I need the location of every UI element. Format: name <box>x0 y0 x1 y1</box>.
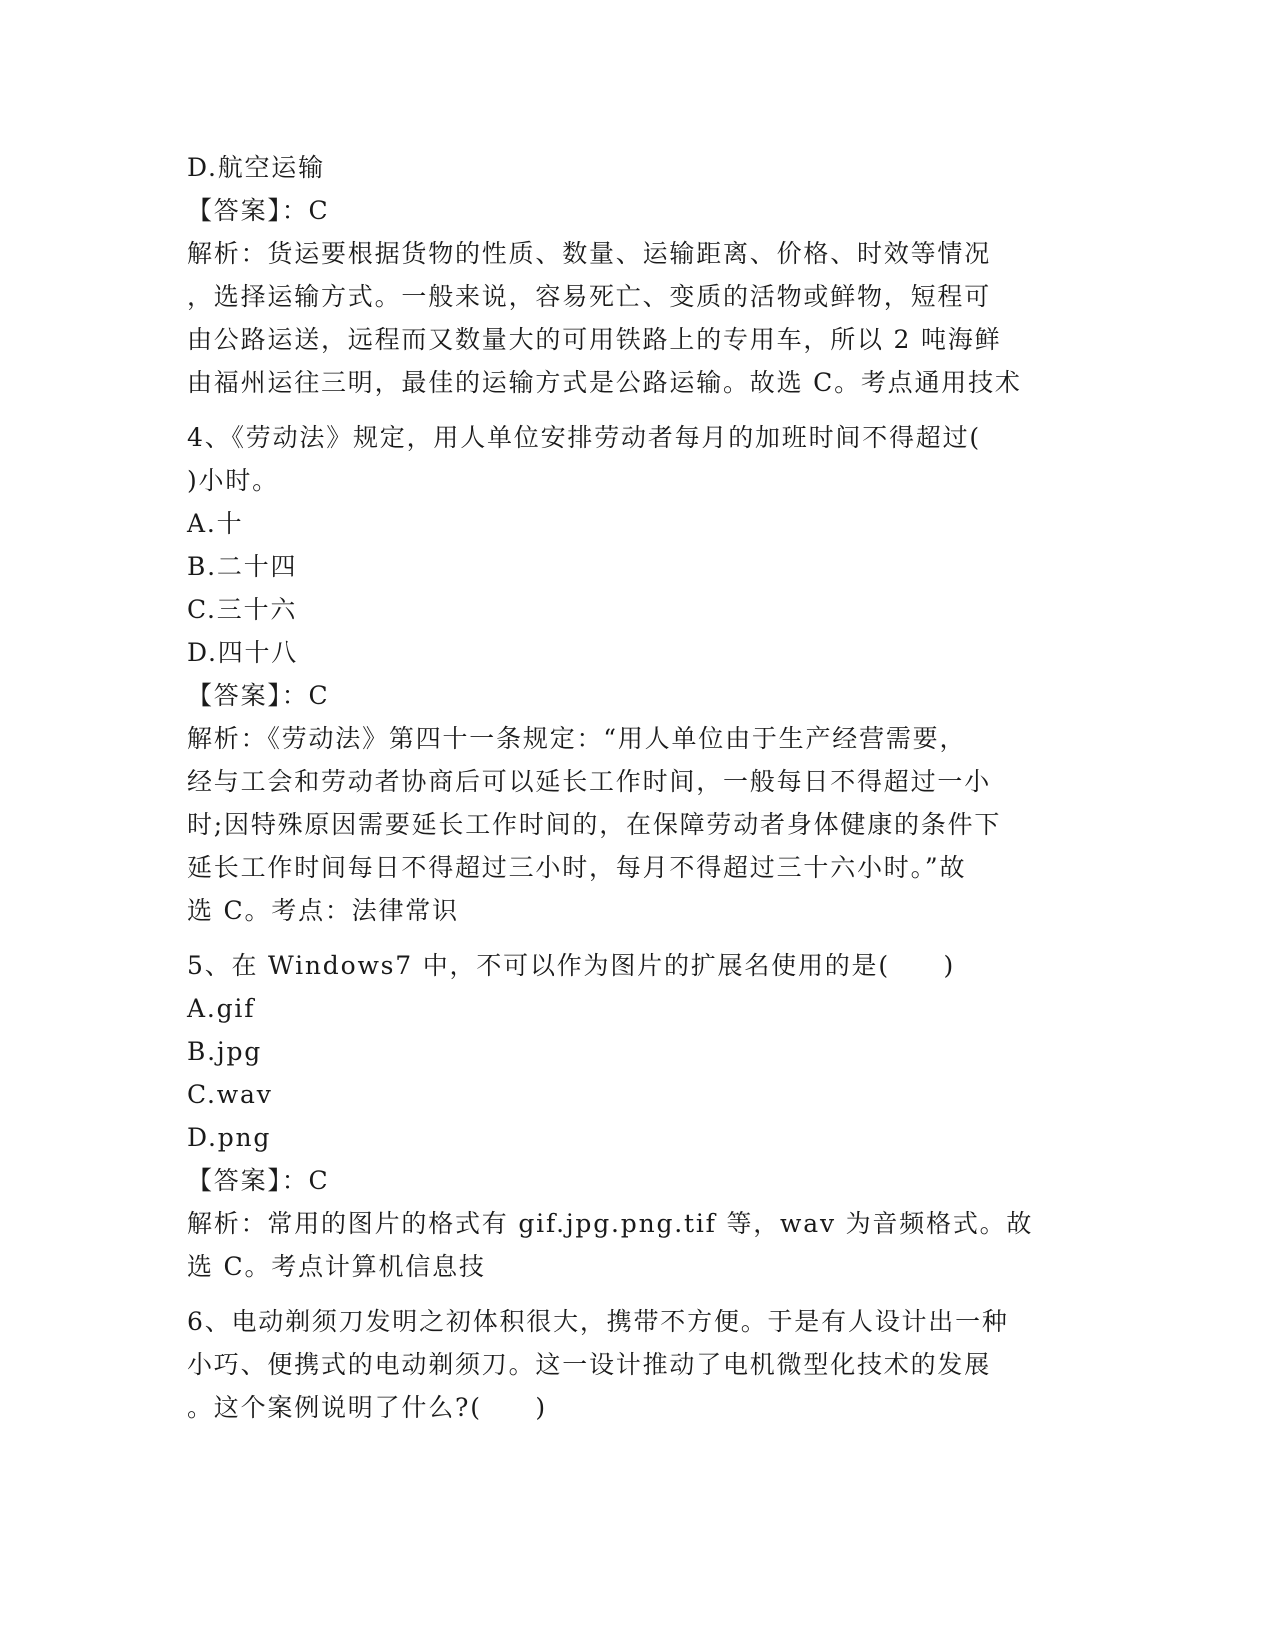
explanation-line: 由福州运往三明，最佳的运输方式是公路运输。故选 C。考点通用技术 <box>187 368 1022 397</box>
explanation-line: 由公路运送，远程而又数量大的可用铁路上的专用车，所以 2 吨海鲜 <box>187 325 1002 354</box>
question-stem-line: 4、《劳动法》规定，用人单位安排劳动者每月的加班时间不得超过( <box>187 423 981 452</box>
question-5 <box>187 944 1087 1288</box>
question-6 <box>187 1300 1087 1429</box>
option-c: C.三十六 <box>187 595 298 624</box>
option-a: A.十 <box>187 509 244 538</box>
question-stem-line: )小时。 <box>187 466 279 495</box>
explanation-line: 选 C。考点：法律常识 <box>187 896 459 925</box>
question-stem-line: 小巧、便携式的电动剃须刀。这一设计推动了电机微型化技术的发展 <box>187 1350 992 1379</box>
option-d: D.png <box>187 1123 272 1152</box>
explanation-line: 延长工作时间每日不得超过三小时，每月不得超过三十六小时。”故 <box>187 853 967 882</box>
option-c: C.wav <box>187 1080 273 1109</box>
answer-line: 【答案】：C <box>187 1166 330 1195</box>
option-b: B.二十四 <box>187 552 298 581</box>
explanation-line: 解析：常用的图片的格式有 gif.jpg.png.tif 等，wav 为音频格式。故 <box>187 1209 1034 1238</box>
option-b: B.jpg <box>187 1037 263 1066</box>
answer-line: 【答案】：C <box>187 681 330 710</box>
question-3-tail <box>187 146 1087 404</box>
question-4 <box>187 416 1087 932</box>
explanation-line: 选 C。考点计算机信息技 <box>187 1252 486 1281</box>
explanation-line: 时;因特殊原因需要延长工作时间的，在保障劳动者身体健康的条件下 <box>187 810 1002 839</box>
question-stem-line: 。这个案例说明了什么?( ) <box>187 1393 547 1422</box>
option-a: A.gif <box>187 994 256 1023</box>
option-d: D.四十八 <box>187 638 299 667</box>
answer-line: 【答案】：C <box>187 196 330 225</box>
explanation-line: 解析：《劳动法》第四十一条规定：“用人单位由于生产经营需要， <box>187 724 967 753</box>
question-stem-line: 6、电动剃须刀发明之初体积很大，携带不方便。于是有人设计出一种 <box>187 1307 1009 1336</box>
question-stem-line: 5、在 Windows7 中，不可以作为图片的扩展名使用的是( ) <box>187 951 956 980</box>
page-content <box>187 146 1087 1429</box>
option-d: D.航空运输 <box>187 153 325 182</box>
explanation-line: 解析：货运要根据货物的性质、数量、运输距离、价格、时效等情况 <box>187 239 992 268</box>
explanation-line: 经与工会和劳动者协商后可以延长工作时间，一般每日不得超过一小 <box>187 767 992 796</box>
explanation-line: ，选择运输方式。一般来说，容易死亡、变质的活物或鲜物，短程可 <box>187 282 992 311</box>
